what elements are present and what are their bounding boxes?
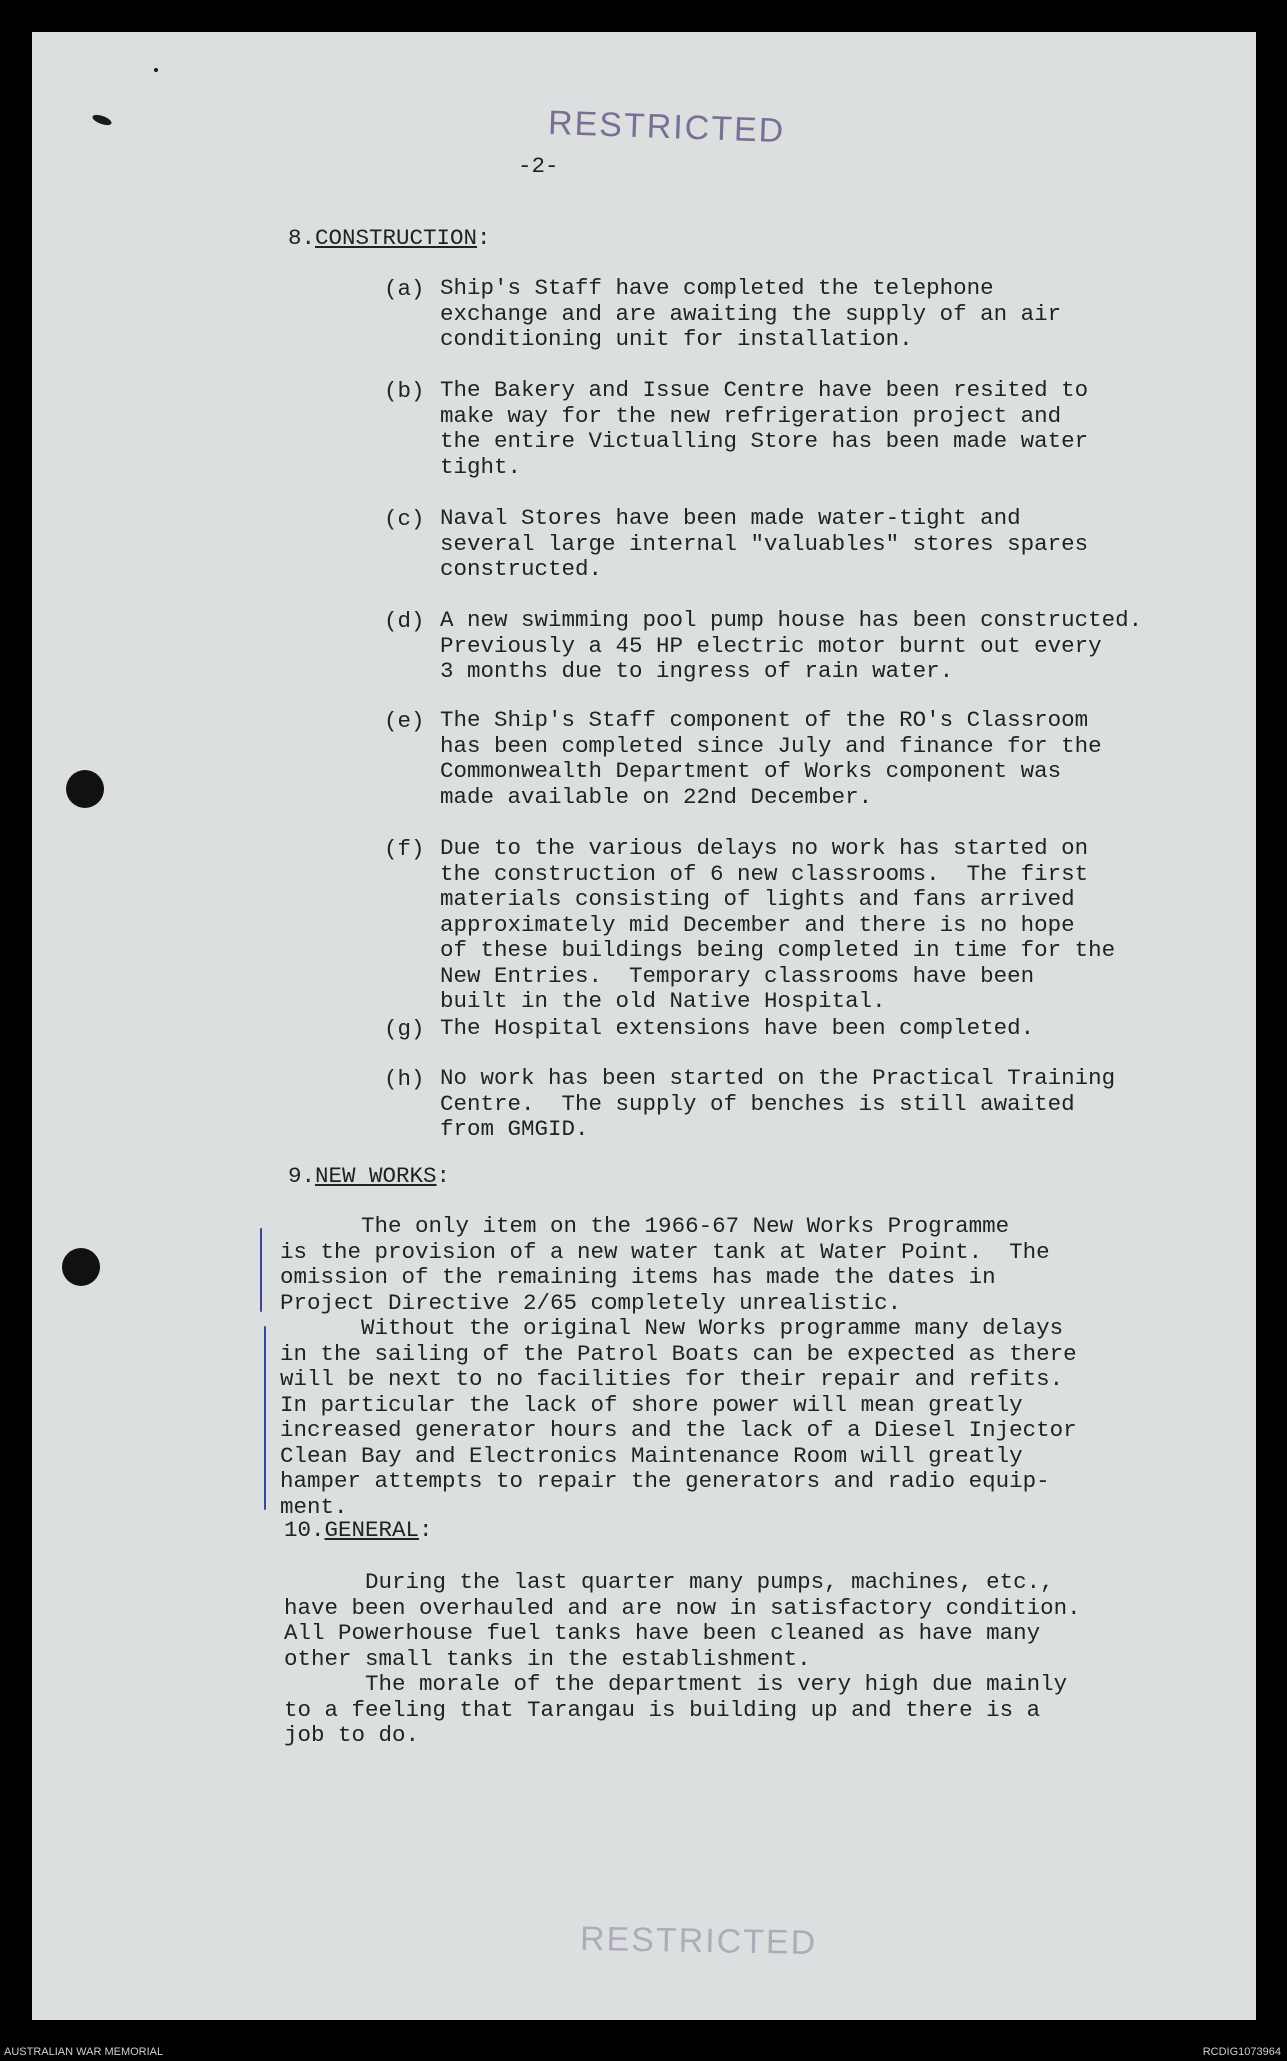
item-label: (f) xyxy=(384,836,425,862)
section9-heading xyxy=(288,1164,450,1190)
speck xyxy=(91,113,113,127)
section10-paragraph-2: The morale of the department is very high due mainly to a feeling that Tarangau is building up and there is a job to do. xyxy=(284,1671,1068,1748)
restricted-stamp-top: RESTRICTED xyxy=(547,103,786,151)
item-label: (g) xyxy=(384,1016,425,1042)
item-text: The Hospital extensions have been completed. xyxy=(440,1015,1035,1041)
section8-number: 8. xyxy=(288,225,316,251)
item-label: (a) xyxy=(384,276,425,302)
section10-paragraph-1: During the last quarter many pumps, machines, etc., have been overhauled and are now in satisfactory condition. All Powerhouse fuel tanks have been cleaned as have many other small tanks in the establishment. xyxy=(284,1569,1081,1672)
footer-right: RCDIG1073964 xyxy=(1202,2046,1281,2058)
pen-margin-mark xyxy=(260,1228,262,1312)
section9-paragraph-1: The only item on the 1966-67 New Works Programme is the provision of a new water tank at Water Point. The omission of the remaining items has made the dates in Project Directive 2/65 completely unrealistic. xyxy=(280,1213,1050,1316)
section8-colon: : xyxy=(477,225,491,251)
section9-number: 9. xyxy=(288,1163,316,1189)
section9-paragraph-2: Without the original New Works programme many delays in the sailing of the Patrol Boats can be expected as there will be next to no facilities for their repair and refits. In particular the lack of shore power will mean greatly increased generator hours and the lack of a Diesel Injector Clean Bay and Electronics Maintenance Room will greatly hamper attempts to repair the generators and radio equip- ment. xyxy=(280,1315,1077,1520)
restricted-stamp-bottom: RESTRICTED xyxy=(579,1919,818,1963)
section10-title: GENERAL xyxy=(324,1517,420,1543)
section9-colon: : xyxy=(436,1163,451,1189)
item-text: Naval Stores have been made water-tight and several large internal "valuables" stores spares constructed. xyxy=(440,505,1089,582)
item-label: (d) xyxy=(384,608,425,634)
section9-title: NEW WORKS xyxy=(315,1163,437,1189)
page-number: -2- xyxy=(518,153,559,179)
section10-number: 10. xyxy=(284,1517,325,1543)
item-text: Ship's Staff have completed the telephone exchange and are awaiting the supply of an air conditioning unit for installation. xyxy=(440,275,1062,352)
item-text: The Bakery and Issue Centre have been resited to make way for the new refrigeration project and the entire Victualling Store has been made water tight. xyxy=(440,377,1089,480)
section10-heading xyxy=(284,1518,433,1544)
item-text: The Ship's Staff component of the RO's Classroom has been completed since July and finance for the Commonwealth Department of Works component was made available on 22nd December. xyxy=(440,707,1102,810)
item-text: Due to the various delays no work has started on the construction of 6 new classrooms. The first materials consisting of lights and fans arrived approximately mid December and there is no hope of these buildings being completed in time for the New Entries. Temporary classrooms have been built in the old Native Hospital. xyxy=(440,835,1116,1014)
speck xyxy=(154,68,158,72)
section8-title: CONSTRUCTION xyxy=(315,225,478,251)
item-text: No work has been started on the Practical Training Centre. The supply of benches is still awaited from GMGID. xyxy=(440,1065,1116,1142)
item-text: A new swimming pool pump house has been constructed. Previously a 45 HP electric motor burnt out every 3 months due to ingress of rain water. xyxy=(440,607,1143,684)
document-page xyxy=(32,32,1256,2020)
pen-margin-mark xyxy=(264,1326,266,1510)
footer-left: AUSTRALIAN WAR MEMORIAL xyxy=(4,2046,164,2058)
item-label: (e) xyxy=(384,708,425,734)
section8-heading xyxy=(288,226,491,252)
item-label: (h) xyxy=(384,1066,425,1092)
punch-hole xyxy=(62,1248,100,1286)
item-label: (c) xyxy=(384,506,425,532)
punch-hole xyxy=(66,770,104,808)
section10-colon: : xyxy=(419,1517,433,1543)
item-label: (b) xyxy=(384,378,425,404)
